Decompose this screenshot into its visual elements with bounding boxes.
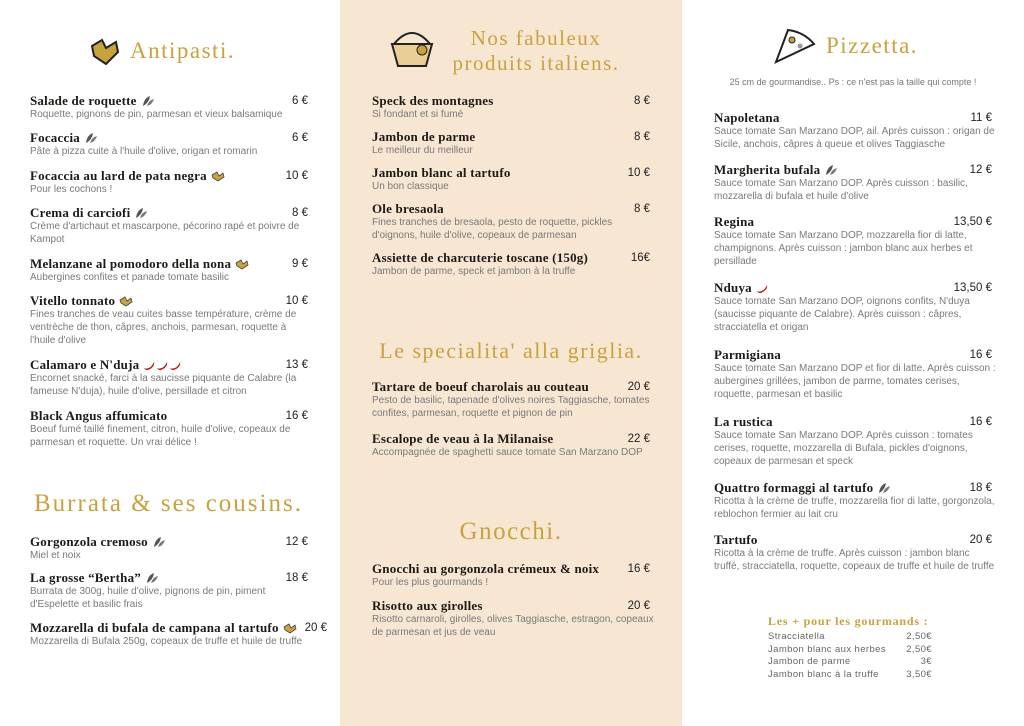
item-name-row (714, 110, 780, 126)
item-name: Nduya (714, 280, 752, 295)
item-name-row (372, 250, 588, 266)
item-header (372, 129, 650, 145)
item-name-row (714, 532, 758, 548)
extras-price: 3,50€ (906, 668, 932, 680)
item-price: 20 € (627, 600, 650, 612)
item-header (714, 414, 992, 430)
item-description: Miel et noix (30, 550, 81, 561)
item-description: Roquette, pignons de pin, parmesan et vieux balsamique (30, 109, 283, 120)
item-name: Crema di carciofi (30, 205, 131, 220)
item-name: Tartare de boeuf charolais au couteau (372, 379, 589, 394)
item-price: 16 € (285, 410, 308, 422)
item-header (714, 214, 992, 230)
item-name-row (372, 379, 589, 395)
leaf-icon (134, 207, 148, 219)
item-description: Encornet snacké, farci à la saucisse piquante de Calabre (la fameuse N'duja), huile d'olive, persillade et citron (30, 373, 297, 397)
extras-row (768, 669, 932, 682)
item-header (30, 93, 308, 109)
section-title-antipasti: Antipasti. (130, 38, 236, 63)
extras-label: Jambon blanc aux herbes (768, 643, 886, 655)
section-title-burrata: Burrata & ses cousins. (34, 490, 303, 517)
item-price: 13 € (285, 359, 308, 371)
item-header (372, 561, 650, 577)
item-name: Speck des montagnes (372, 93, 494, 108)
item-name-row (372, 201, 444, 217)
item-header (714, 347, 992, 363)
item-name: Ole bresaola (372, 201, 444, 216)
chili-icon (756, 283, 769, 294)
item-description: Crème d'artichaut et mascarpone, pécorino rapé et poivre de Kampot (30, 221, 300, 245)
item-name-row (714, 162, 838, 178)
item-header (714, 532, 992, 548)
item-price: 12 € (285, 536, 308, 548)
item-name-row (714, 414, 773, 430)
extras-box (768, 614, 932, 681)
item-name-row (30, 408, 167, 424)
item-description: Sauce tomate San Marzano DOP, ail. Après cuisson : origan de Sicile, anchois, câpres à queue et olives Taggiasche (714, 126, 995, 150)
item-header (714, 280, 992, 296)
item-header (30, 293, 308, 309)
antipasti-column (0, 0, 340, 726)
item-description: Ricotta à la crème de truffe, mozzarella fior di latte, gorgonzola, reblochon fermier au lait cru (714, 496, 995, 520)
item-description: Jambon de parme, speck et jambon à la truffe (372, 266, 576, 277)
section-title-griglia: Le specialita' alla griglia. (379, 338, 643, 363)
item-name-row (30, 205, 148, 221)
extras-row (768, 644, 932, 657)
item-name-row (714, 280, 769, 296)
truffle-icon (283, 622, 297, 634)
extras-title: Les + pour les gourmands : (768, 614, 929, 628)
heart-sketch-icon (88, 36, 122, 68)
item-header (30, 168, 308, 184)
item-price: 18 € (285, 572, 308, 584)
item-price: 6 € (292, 132, 308, 144)
item-name: Gorgonzola cremoso (30, 534, 148, 549)
leaf-icon (141, 95, 155, 107)
item-name-row (372, 598, 483, 614)
item-name-row (30, 168, 225, 184)
item-price: 8 € (634, 95, 650, 107)
item-description: Mozzarella di Bufala 250g, copeaux de truffe et huile de truffe (30, 636, 303, 647)
truffle-icon (211, 170, 225, 182)
item-name: Focaccia (30, 130, 80, 145)
item-price: 16 € (627, 563, 650, 575)
truffle-icon (235, 258, 249, 270)
item-name: Margherita bufala (714, 162, 821, 177)
item-header (714, 110, 992, 126)
item-name-row (30, 534, 166, 550)
item-header (372, 250, 650, 266)
item-price: 10 € (285, 170, 308, 182)
item-description: Sauce tomate San Marzano DOP, oignons confits, N'duya (saucisse piquante de Calabre). Après cuisson : câpres, stracciatella et origan (714, 296, 970, 333)
item-header (372, 598, 650, 614)
item-header (372, 379, 650, 395)
item-name: La grosse “Bertha” (30, 570, 141, 585)
item-name-row (30, 256, 249, 272)
item-name-row (372, 165, 511, 181)
extras-price: 3€ (920, 656, 932, 667)
item-name: Assiette de charcuterie toscane (150g) (372, 250, 589, 265)
chili-icon (143, 360, 182, 371)
item-name: Quattro formaggi al tartufo (714, 480, 874, 495)
item-name: Salade de roquette (30, 93, 137, 108)
item-price: 16 € (969, 416, 992, 428)
item-description: Fines tranches de veau cuites basse température, crème de ventrèche de thon, câpres, anchois, parmesan, roquette à l'huile d'olive (30, 309, 297, 346)
item-description: Fines tranches de bresaola, pesto de roquette, pickles d'oignons, huile d'olive, copeaux de parmesan (372, 217, 613, 241)
item-description: Sauce tomate San Marzano DOP, mozzarella fior di latte, champignons. Après cuisson : jambon blanc aux herbes et persillade (714, 230, 973, 267)
item-description: Pour les cochons ! (30, 184, 113, 195)
item-price: 8 € (634, 203, 650, 215)
item-name: Tartufo (714, 532, 758, 547)
item-name: Calamaro e N'duja (30, 357, 140, 372)
item-header (372, 93, 650, 109)
item-name: Melanzane al pomodoro della nona (30, 256, 232, 271)
extras-label: Jambon de parme (768, 656, 851, 667)
item-name: La rustica (714, 414, 773, 429)
item-price: 6 € (292, 95, 308, 107)
item-price: 20 € (304, 622, 328, 634)
item-description: Le meilleur du meilleur (372, 145, 473, 156)
extras-price: 2,50€ (906, 643, 932, 655)
item-name: Escalope de veau à la Milanaise (372, 431, 554, 446)
item-description: Pour les plus gourmands ! (372, 577, 489, 588)
item-name: Black Angus affumicato (30, 408, 168, 423)
item-description: Ricotta à la crème de truffe. Après cuisson : jambon blanc truffé, stracciatella, roquette, copeaux de truffe et huile de truffe (714, 548, 995, 572)
item-description: Aubergines confites et panade tomate basilic (30, 272, 230, 283)
item-price: 16€ (630, 252, 650, 264)
leaf-icon (145, 572, 159, 584)
item-description: Si fondant et si fumé (372, 109, 464, 120)
item-header (30, 620, 327, 636)
item-header (30, 130, 308, 146)
item-name: Mozzarella di bufala de campana al tartufo (30, 620, 279, 635)
item-name-row (372, 93, 494, 109)
pizzetta-column (682, 0, 1024, 726)
item-header (372, 201, 650, 217)
item-name-row (714, 214, 754, 230)
truffle-icon (119, 295, 133, 307)
item-name-row (30, 570, 159, 586)
extras-price: 2,50€ (906, 631, 932, 642)
item-header (30, 256, 308, 272)
item-name-row (372, 561, 599, 577)
item-name-row (30, 293, 133, 309)
item-name: Focaccia au lard de pata negra (30, 168, 207, 183)
item-price: 22 € (627, 433, 650, 445)
item-name: Jambon blanc al tartufo (372, 165, 511, 180)
extras-label: Jambon blanc à la truffe (768, 668, 879, 680)
item-price: 20 € (969, 534, 992, 546)
item-header (372, 165, 650, 181)
item-name-row (714, 347, 781, 363)
item-description: Burrata de 300g, huile d'olive, pignons de pin, piment d'Espelette et basilic frais (30, 586, 266, 610)
item-price: 8 € (634, 131, 650, 143)
extras-label: Stracciatella (768, 631, 825, 642)
item-price: 13,50 € (953, 282, 992, 294)
item-description: Sauce tomate San Marzano DOP. Après cuisson : basilic, mozzarella di bufala et huile d'olive (714, 178, 968, 202)
pizza-slice-icon (774, 26, 816, 64)
item-name: Napoletana (714, 110, 780, 125)
item-header (30, 408, 308, 424)
item-description: Risotto carnaroli, girolles, olives Taggiasche, estragon, copeaux de parmesan et jus de veau (372, 614, 654, 638)
item-description: Sauce tomate San Marzano DOP et fior di latte. Après cuisson : aubergines grillées, jambon de parme, tomates cerises, roquette, parmesan et basilic (714, 363, 996, 400)
item-name-row (714, 480, 891, 496)
item-header (714, 480, 992, 496)
title-line-2: produits italiens. (452, 51, 620, 75)
leaf-icon (824, 164, 838, 176)
item-price: 12 € (969, 164, 992, 176)
item-price: 8 € (292, 207, 308, 219)
item-price: 10 € (285, 295, 308, 307)
item-price: 16 € (969, 349, 992, 361)
section-title-gnocchi: Gnocchi. (459, 518, 563, 545)
item-description: Pesto de basilic, tapenade d'olives noires Taggiasche, tomates confites, parmesan, roquette et pignon de pin (372, 395, 650, 419)
item-name: Risotto aux girolles (372, 598, 483, 613)
extras-row (768, 631, 932, 644)
item-header (30, 357, 308, 373)
item-name-row (372, 129, 475, 145)
item-description: Accompagnée de spaghetti sauce tomate San Marzano DOP (372, 447, 643, 458)
item-price: 9 € (292, 258, 308, 270)
item-name-row (30, 93, 155, 109)
extras-row (768, 656, 932, 669)
item-price: 13,50 € (953, 216, 992, 228)
item-name: Parmigiana (714, 347, 781, 362)
item-header (30, 205, 308, 221)
item-header (372, 431, 650, 447)
title-line-1: Nos fabuleux (470, 26, 602, 50)
section-title-pizzetta: Pizzetta. (826, 33, 919, 58)
leaf-icon (84, 132, 98, 144)
item-description: Un bon classique (372, 181, 449, 192)
leaf-icon (152, 536, 166, 548)
item-name-row (30, 620, 297, 636)
item-name-row (30, 130, 98, 146)
pizzetta-subtitle: 25 cm de gourmandise.. Ps : ce n'est pas la taille qui compte ! (729, 77, 977, 87)
item-price: 11 € (970, 112, 992, 124)
item-description: Sauce tomate San Marzano DOP. Après cuisson : tomates cerises, roquette, mozzarella di Bufala, pickles d'oignons, copeaux de parmesan et speck (714, 430, 973, 467)
item-name: Jambon de parme (372, 129, 476, 144)
section-title-produits (340, 26, 732, 76)
item-description: Pâte à pizza cuite à l'huile d'olive, origan et romarin (30, 146, 258, 157)
leaf-icon (877, 482, 891, 494)
item-name: Vitello tonnato (30, 293, 116, 308)
item-header (714, 162, 992, 178)
item-name: Gnocchi au gorgonzola crémeux & noix (372, 561, 600, 576)
item-price: 18 € (969, 482, 992, 494)
item-description: Boeuf fumé taillé finement, citron, huile d'olive, copeaux de parmesan et roquette. Un vrai délice ! (30, 424, 291, 448)
item-header (30, 570, 308, 586)
item-name-row (30, 357, 182, 373)
produits-column (340, 0, 682, 726)
item-name-row (372, 431, 553, 447)
item-name: Regina (714, 214, 755, 229)
item-header (30, 534, 308, 550)
item-price: 10 € (627, 167, 650, 179)
item-price: 20 € (627, 381, 650, 393)
